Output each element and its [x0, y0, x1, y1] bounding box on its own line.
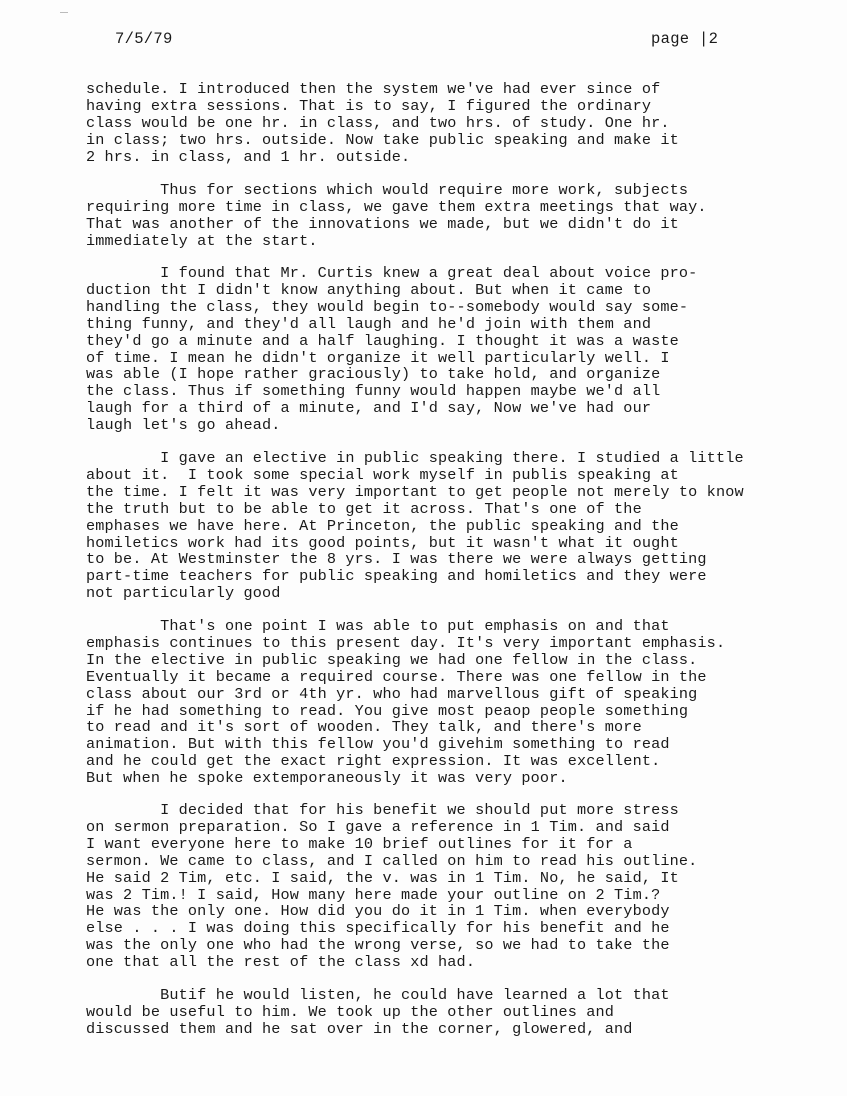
page-number: page |2	[651, 30, 719, 48]
paragraph-elective: I gave an elective in public speaking there. I studied a little about it. I took some special work myself in publis speaking at the time. I felt it was very important to get people not merely to know the truth but to be able to get it across. That's one of the emphases we have here. At Princeton, the public speaking and the homiletics work had its good points, but it wasn't what it ought to be. At Westminster the 8 yrs. I was there we were always getting part-time teachers for public speaking and homiletics and they were not particularly good	[86, 449, 744, 603]
paragraph-schedule: schedule. I introduced then the system we've had ever since of having extra sessions. That is to say, I figured the ordinary class would be one hr. in class, and two hrs. of study. One hr. in class; two hrs. outside. Now take public speaking and make it 2 hrs. in class, and 1 hr. outside.	[86, 80, 679, 166]
page-mark	[60, 12, 68, 13]
header-date: 7/5/79	[115, 30, 173, 48]
paragraph-mr-curtis: I found that Mr. Curtis knew a great deal about voice pro- duction tht I didn't know anything about. But when it came to handling the class, they would begin to--somebody would say some- thing funny, and they'd all laugh and he'd join with them and they'd go a minute and a half laughing. I thought it was a waste of time. I mean he didn't organize it well particularly well. I was able (I hope rather graciously) to take hold, and organize the class. Thus if something funny would happen maybe we'd all laugh for a third of a minute, and I'd say, Now we've had our laugh let's go ahead.	[86, 264, 698, 435]
paragraph-emphasis: That's one point I was able to put emphasis on and that emphasis continues to this present day. It's very important emphasis. In the elective in public speaking we had one fellow in the class. Eventually it became a required course. There was one fellow in the class about our 3rd or 4th yr. who had marvellous gift of speaking if he had something to read. You give most peaop people something to read and it's sort of wooden. They talk, and there's more animation. But with this fellow you'd givehim something to read and he could get the exact right expression. It was excellent. But when he spoke extemporaneously it was very poor.	[86, 617, 726, 788]
paragraph-extra-meetings: Thus for sections which would require more work, subjects requiring more time in class, we gave them extra meetings that way. That was another of the innovations we made, but we didn't do it immediately at the start.	[86, 181, 707, 250]
paragraph-outlines: Butif he would listen, he could have learned a lot that would be useful to him. We took up the other outlines and discussed them and he sat over in the corner, glowered, and	[86, 986, 670, 1038]
paragraph-sermon-preparation: I decided that for his benefit we should put more stress on sermon preparation. So I gave a reference in 1 Tim. and said I want everyone here to make 10 brief outlines for it for a sermon. We came to class, and I called on him to read his outline. He said 2 Tim, etc. I said, the v. was in 1 Tim. No, he said, It was 2 Tim.! I said, How many here made your outline on 2 Tim.? He was the only one. How did you do it in 1 Tim. when everybody else . . . I was doing this specifically for his benefit and he was the only one who had the wrong verse, so we had to take the one that all the rest of the class xd had.	[86, 801, 698, 972]
